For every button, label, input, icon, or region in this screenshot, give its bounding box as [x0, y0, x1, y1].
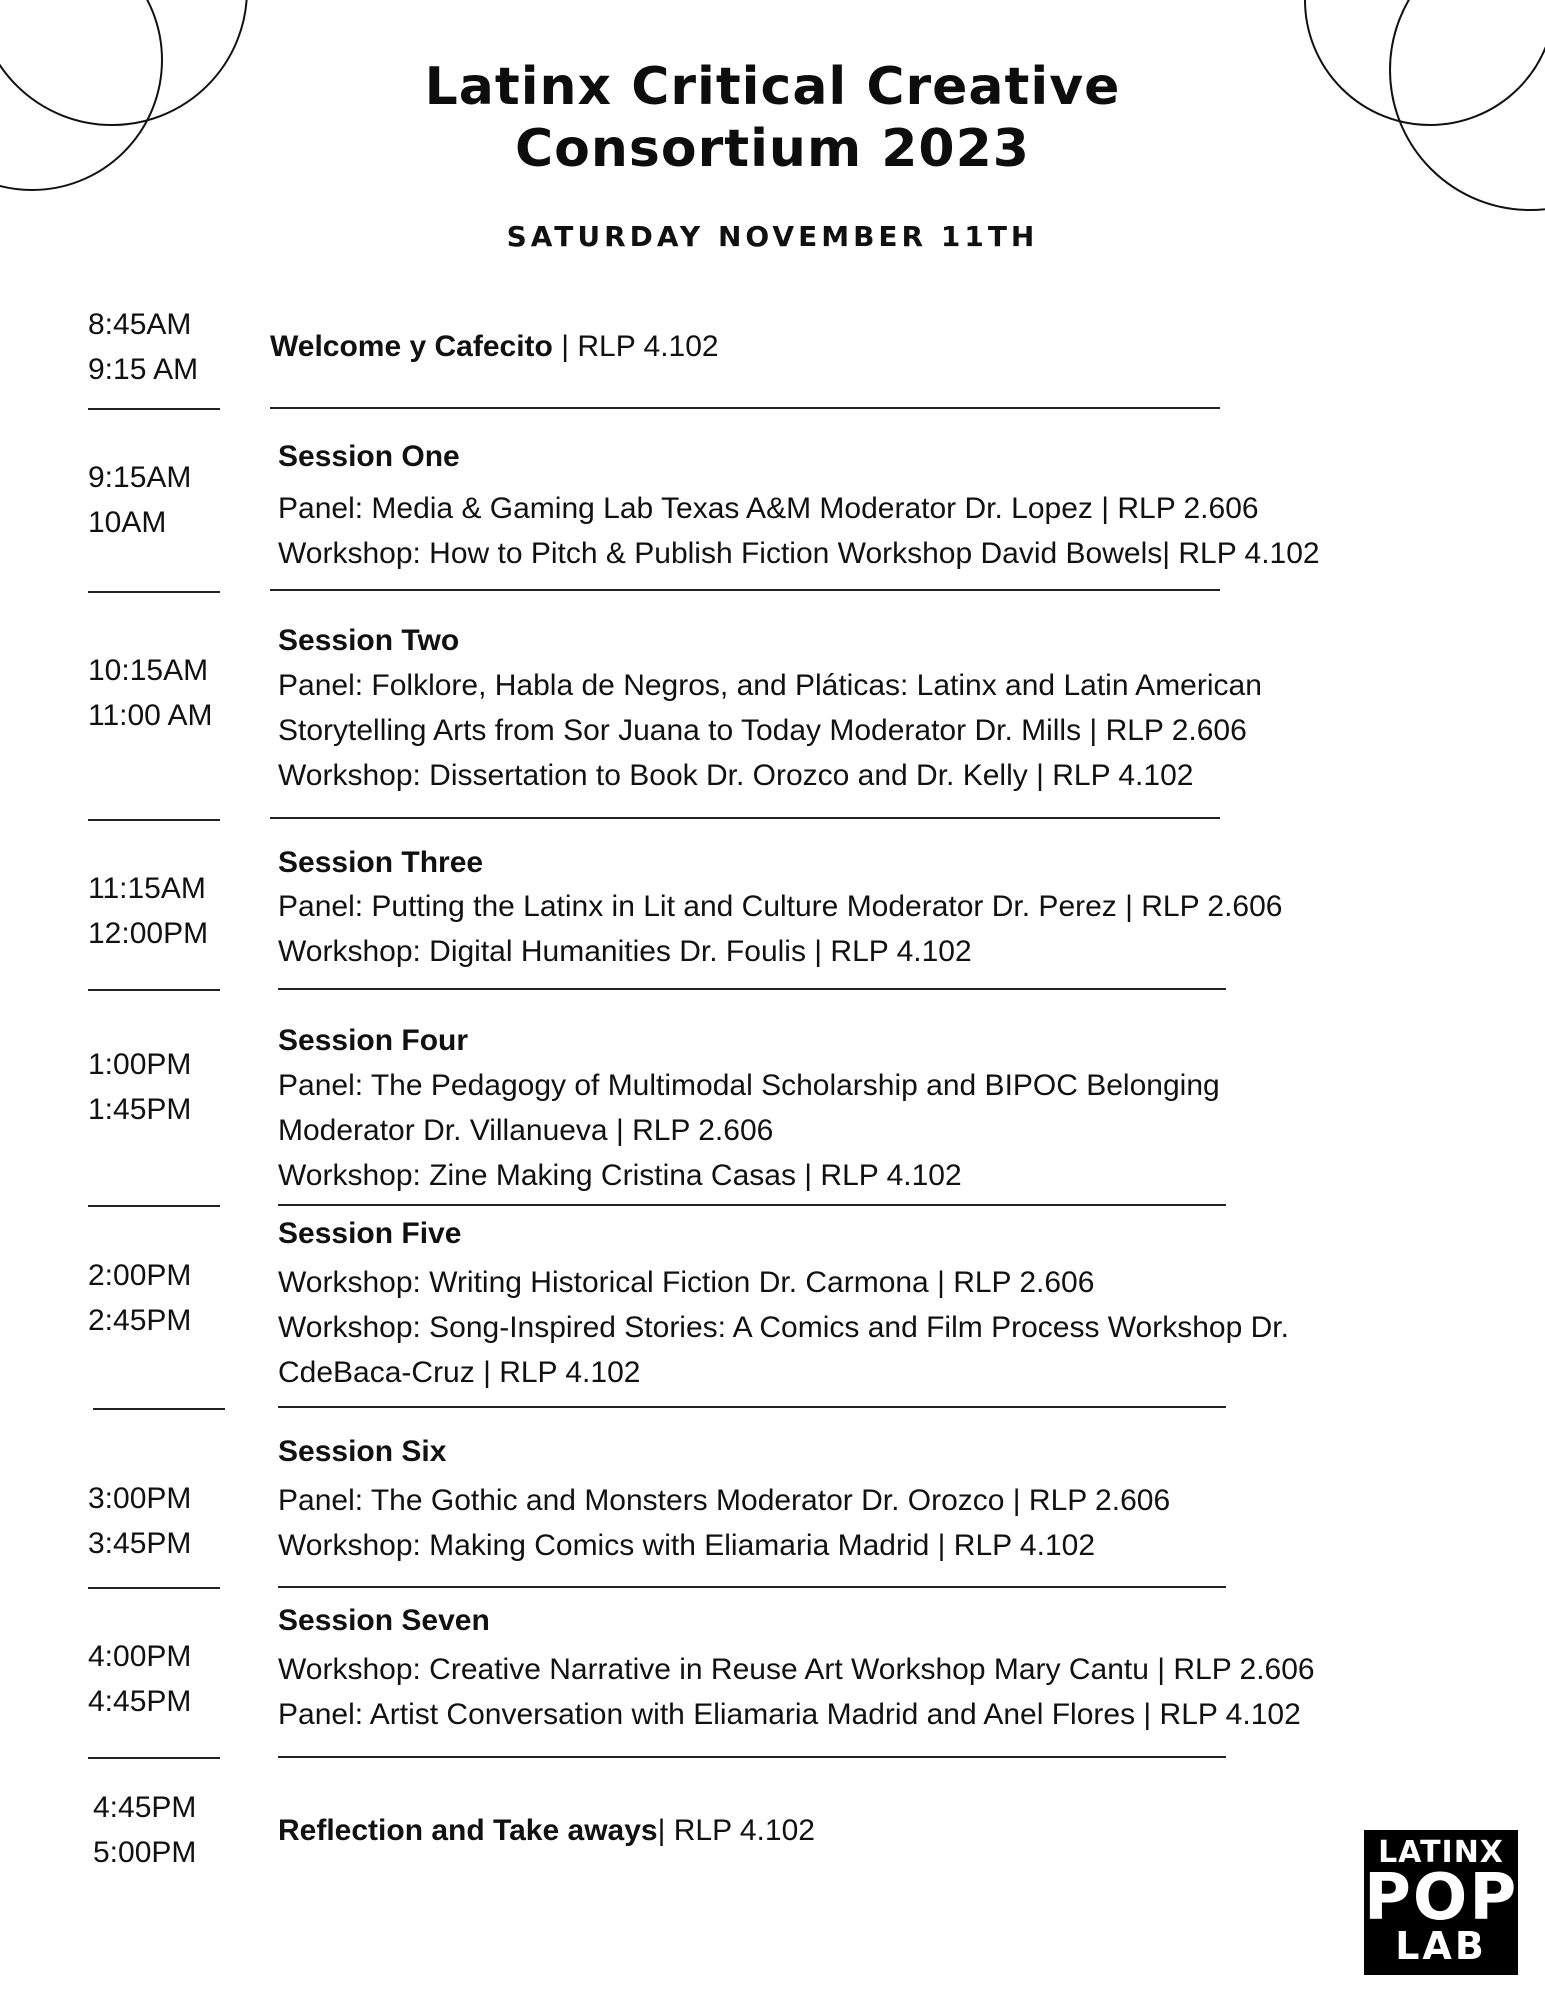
- session-line: Storytelling Arts from Sor Juana to Today Moderator Dr. Mills | RLP 2.606: [278, 714, 1247, 747]
- time-slot: [88, 648, 213, 738]
- latinx-pop-lab-logo: [1364, 1830, 1518, 1975]
- session-welcome: [270, 324, 719, 369]
- divider: [278, 1406, 1226, 1408]
- start-time: 2:00PM: [88, 1259, 192, 1292]
- session-line: CdeBaca-Cruz | RLP 4.102: [278, 1356, 641, 1389]
- time-slot: [93, 1785, 196, 1875]
- time-slot: [88, 866, 208, 956]
- divider: [88, 1587, 220, 1589]
- divider: [278, 1756, 1226, 1758]
- session-line: Workshop: Writing Historical Fiction Dr. Carmona | RLP 2.606: [278, 1266, 1095, 1299]
- session-line: Moderator Dr. Villanueva | RLP 2.606: [278, 1114, 774, 1147]
- session-line: Workshop: Digital Humanities Dr. Foulis | RLP 4.102: [278, 935, 972, 968]
- session-four: [278, 1019, 1220, 1198]
- end-time: 5:00PM: [93, 1836, 197, 1869]
- divider: [88, 591, 220, 593]
- page-title-line1: Latinx Critical Creative: [424, 57, 1121, 117]
- session-title: Session Seven: [278, 1604, 490, 1637]
- start-time: 10:15AM: [88, 654, 209, 687]
- divider: [278, 1586, 1226, 1588]
- divider: [88, 408, 220, 410]
- start-time: 3:00PM: [88, 1482, 192, 1515]
- session-line: Workshop: Making Comics with Eliamaria Madrid | RLP 4.102: [278, 1529, 1096, 1562]
- session-title: Welcome y Cafecito: [270, 330, 553, 363]
- session-title: Session Three: [278, 846, 484, 879]
- end-time: 9:15 AM: [88, 353, 199, 386]
- session-line: Panel: Putting the Latinx in Lit and Culture Moderator Dr. Perez | RLP 2.606: [278, 890, 1283, 923]
- session-line: Panel: Folklore, Habla de Negros, and Pláticas: Latinx and Latin American: [278, 669, 1262, 702]
- session-line: Panel: Media & Gaming Lab Texas A&M Moderator Dr. Lopez | RLP 2.606: [278, 492, 1259, 525]
- start-time: 4:45PM: [93, 1791, 197, 1824]
- session-line: Workshop: Dissertation to Book Dr. Orozco and Dr. Kelly | RLP 4.102: [278, 759, 1194, 792]
- session-title: Session Five: [278, 1217, 462, 1250]
- start-time: 8:45AM: [88, 308, 192, 341]
- session-seven: [278, 1599, 1315, 1737]
- session-title: Session One: [278, 440, 460, 473]
- end-time: 2:45PM: [88, 1304, 192, 1337]
- divider: [270, 817, 1220, 819]
- time-slot: [88, 455, 191, 545]
- divider: [88, 819, 220, 821]
- session-title: Session Six: [278, 1435, 447, 1468]
- session-two: [278, 619, 1262, 798]
- start-time: 1:00PM: [88, 1048, 192, 1081]
- end-time: 12:00PM: [88, 917, 209, 950]
- end-time: 3:45PM: [88, 1527, 192, 1560]
- session-line: Panel: The Gothic and Monsters Moderator Dr. Orozco | RLP 2.606: [278, 1484, 1171, 1517]
- session-line: Workshop: Zine Making Cristina Casas | RLP 4.102: [278, 1159, 962, 1192]
- session-line: Panel: Artist Conversation with Eliamaria Madrid and Anel Flores | RLP 4.102: [278, 1698, 1301, 1731]
- session-title: Session Two: [278, 624, 460, 657]
- divider: [88, 1205, 220, 1207]
- divider: [88, 1757, 220, 1759]
- start-time: 9:15AM: [88, 461, 192, 494]
- divider: [278, 1204, 1226, 1206]
- logo-line2: POP: [1364, 1861, 1519, 1935]
- start-time: 4:00PM: [88, 1640, 192, 1673]
- end-time: 10AM: [88, 506, 167, 539]
- session-line: Workshop: Creative Narrative in Reuse Art Workshop Mary Cantu | RLP 2.606: [278, 1653, 1315, 1686]
- session-line: Panel: The Pedagogy of Multimodal Scholarship and BIPOC Belonging: [278, 1069, 1220, 1102]
- time-slot: [88, 1634, 191, 1724]
- session-title: Session Four: [278, 1024, 469, 1057]
- session-room: | RLP 4.102: [552, 330, 719, 363]
- page-title-line2: Consortium 2023: [515, 119, 1030, 179]
- session-reflection: [278, 1808, 815, 1853]
- time-slot: [88, 1042, 191, 1132]
- end-time: 4:45PM: [88, 1685, 192, 1718]
- divider: [88, 989, 220, 991]
- session-line: Workshop: Song-Inspired Stories: A Comics and Film Process Workshop Dr.: [278, 1311, 1289, 1344]
- divider: [270, 407, 1220, 409]
- session-one: [278, 434, 1320, 576]
- session-room: | RLP 4.102: [657, 1814, 815, 1847]
- logo-line1: LATINX: [1378, 1835, 1504, 1870]
- logo-line3: LAB: [1395, 1924, 1487, 1968]
- session-line: Workshop: How to Pitch & Publish Fiction Workshop David Bowels| RLP 4.102: [278, 537, 1320, 570]
- divider: [93, 1408, 225, 1410]
- time-slot: [88, 1476, 191, 1566]
- time-slot: [88, 302, 198, 392]
- divider: [278, 988, 1226, 990]
- session-three: [278, 842, 1283, 974]
- time-slot: [88, 1253, 191, 1343]
- session-five: [278, 1212, 1289, 1395]
- end-time: 11:00 AM: [88, 699, 213, 732]
- start-time: 11:15AM: [88, 872, 206, 905]
- session-six: [278, 1430, 1170, 1568]
- event-date: SATURDAY NOVEMBER 11TH: [506, 220, 1039, 253]
- end-time: 1:45PM: [88, 1093, 192, 1126]
- session-title: Reflection and Take aways: [278, 1814, 658, 1847]
- divider: [270, 589, 1220, 591]
